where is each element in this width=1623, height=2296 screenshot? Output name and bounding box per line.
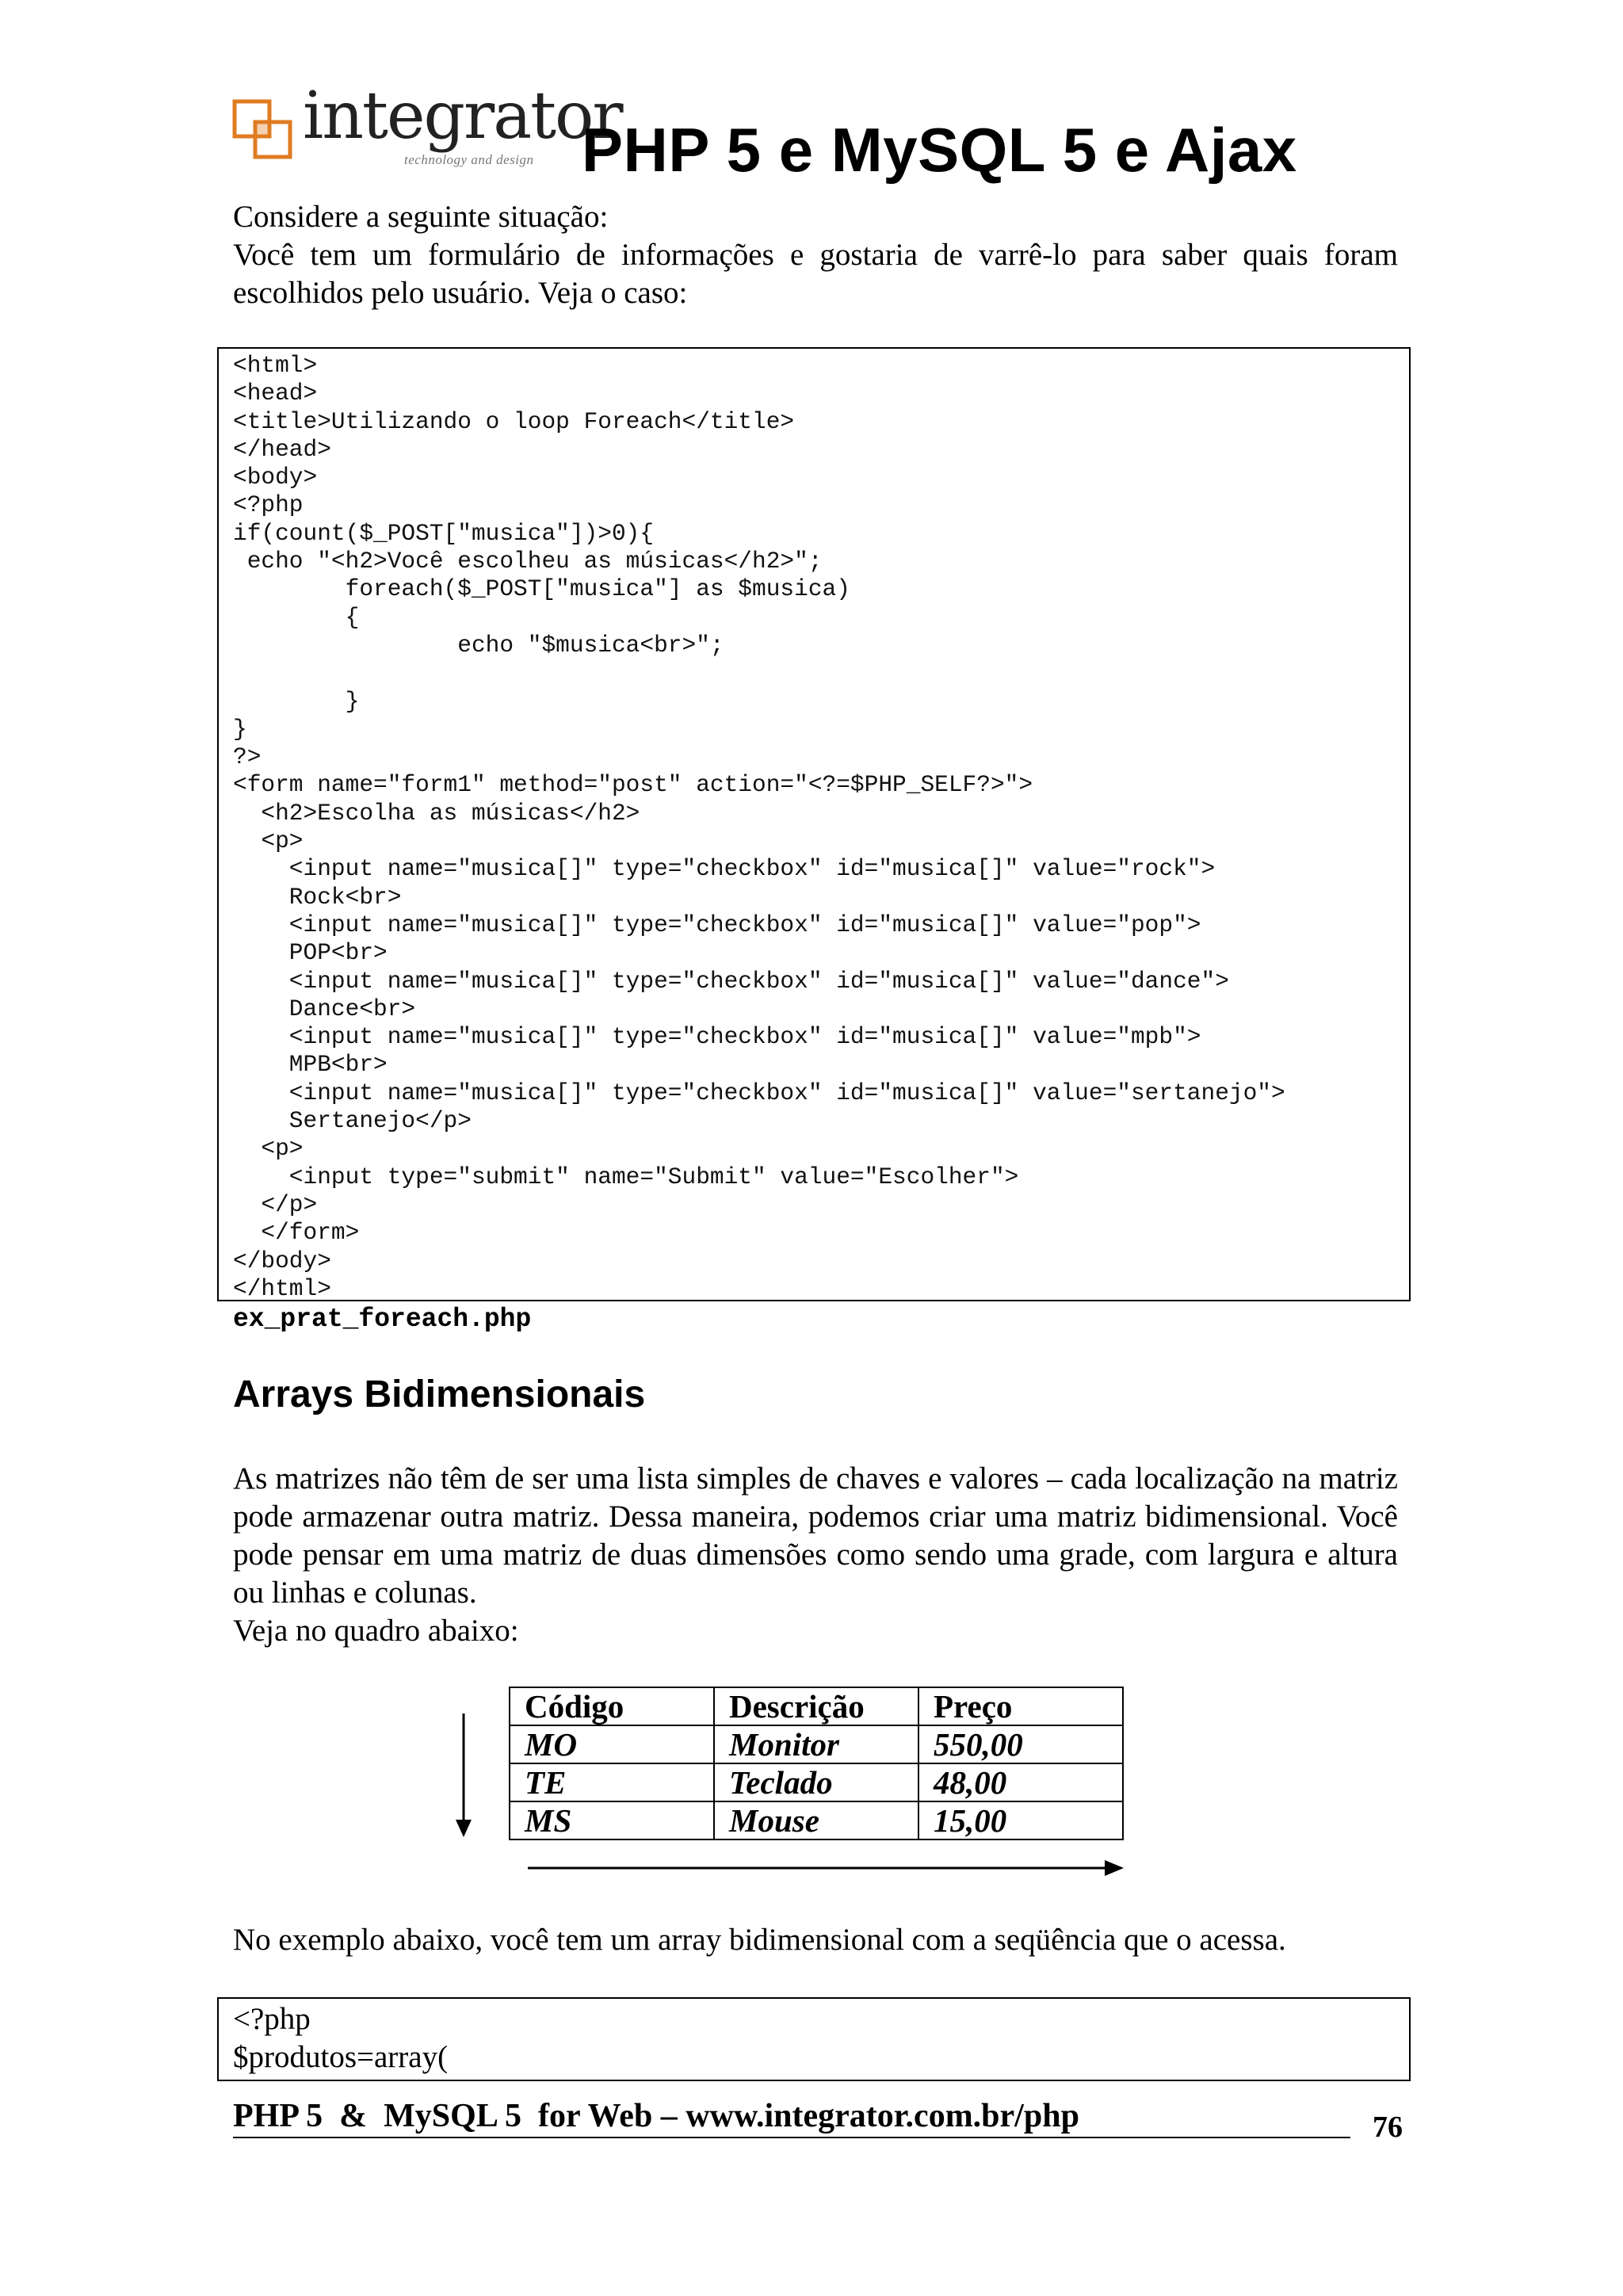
- vertical-arrow-icon: [452, 1712, 475, 1839]
- table-cell: 48,00: [918, 1763, 1123, 1801]
- page-number: 76: [1373, 2111, 1403, 2144]
- example-intro: [233, 1921, 1398, 1959]
- table-row: [510, 1725, 1123, 1763]
- intro-line-1: Considere a seguinte situação:: [233, 200, 609, 234]
- section-title: Arrays Bidimensionais: [233, 1373, 646, 1415]
- table-cell: 15,00: [918, 1801, 1123, 1839]
- header-codigo: Código: [510, 1687, 714, 1725]
- table-cell: TE: [510, 1763, 714, 1801]
- table-cell: Mouse: [714, 1801, 918, 1839]
- table-row: [510, 1763, 1123, 1801]
- table-cell: Teclado: [714, 1763, 918, 1801]
- table-cell: MO: [510, 1725, 714, 1763]
- products-table: [509, 1687, 1124, 1840]
- section-paragraph-text: As matrizes não têm de ser uma lista simples de chaves e valores – cada localização na matriz pode armazenar outra matriz. Dessa maneira, podemos criar uma matriz bidimensional. Você pode pensar em uma matriz de duas dimensões como sendo uma grade, com largura e altura ou linhas e colunas.: [233, 1461, 1398, 1610]
- intro-text: [233, 198, 1398, 312]
- logo-wordmark: integrator: [303, 78, 622, 154]
- table-header-row: [510, 1687, 1123, 1725]
- horizontal-arrow-icon: [526, 1856, 1125, 1880]
- book-title: PHP 5 e MySQL 5 e Ajax: [582, 115, 1297, 185]
- footer-rule: [233, 2137, 1350, 2138]
- table-row: [510, 1801, 1123, 1839]
- code-listing: <html> <head> <title>Utilizando o loop Foreach</title> </head> <body> <?php if(count($_POST["musica"])>0){ echo "<h2>Você escolheu as músicas</h2>"; foreach($_POST["musica"] as $musica) { echo "$musica<br>"; } } ?> <form name="form1" method="post" action="<?=$PHP_SELF?>"> <h2>Escolha as músicas</h2> <p> <input name="musica[]" type="checkbox" id="musica[]" value="rock"> Rock<br> <input name="musica[]" type="checkbox" id="musica[]" value="pop"> POP<br> <input name="musica[]" type="checkbox" id="musica[]" value="dance"> Dance<br> <input name="musica[]" type="checkbox" id="musica[]" value="mpb"> MPB<br> <input name="musica[]" type="checkbox" id="musica[]" value="sertanejo"> Sertanejo</p> <p> <input type="submit" name="Submit" value="Escolher"> </p> </form> </body> </html>: [233, 352, 1285, 1302]
- footer-text: PHP 5 & MySQL 5 for Web – www.integrator.com.br/php: [233, 2098, 1079, 2134]
- logo-tagline: technology and design: [404, 152, 534, 167]
- integrator-logo: [231, 78, 622, 173]
- section-paragraph: [233, 1460, 1398, 1650]
- header-descricao: Descrição: [714, 1687, 918, 1725]
- code-listing-2: <?php $produtos=array(: [233, 2002, 449, 2074]
- table-cell: Monitor: [714, 1725, 918, 1763]
- header-preco: Preço: [918, 1687, 1123, 1725]
- table-cell: 550,00: [918, 1725, 1123, 1763]
- table-cell: MS: [510, 1801, 714, 1839]
- example-intro-text: No exemplo abaixo, você tem um array bidimensional com a seqüência que o acessa.: [233, 1923, 1286, 1957]
- intro-line-2: Você tem um formulário de informações e gostaria de varrê-lo para saber quais foram escolhidos pelo usuário. Veja o caso:: [233, 238, 1398, 310]
- logo-squares-icon: [231, 98, 295, 162]
- see-table-text: Veja no quadro abaixo:: [233, 1614, 519, 1648]
- code-caption: ex_prat_foreach.php: [233, 1305, 532, 1334]
